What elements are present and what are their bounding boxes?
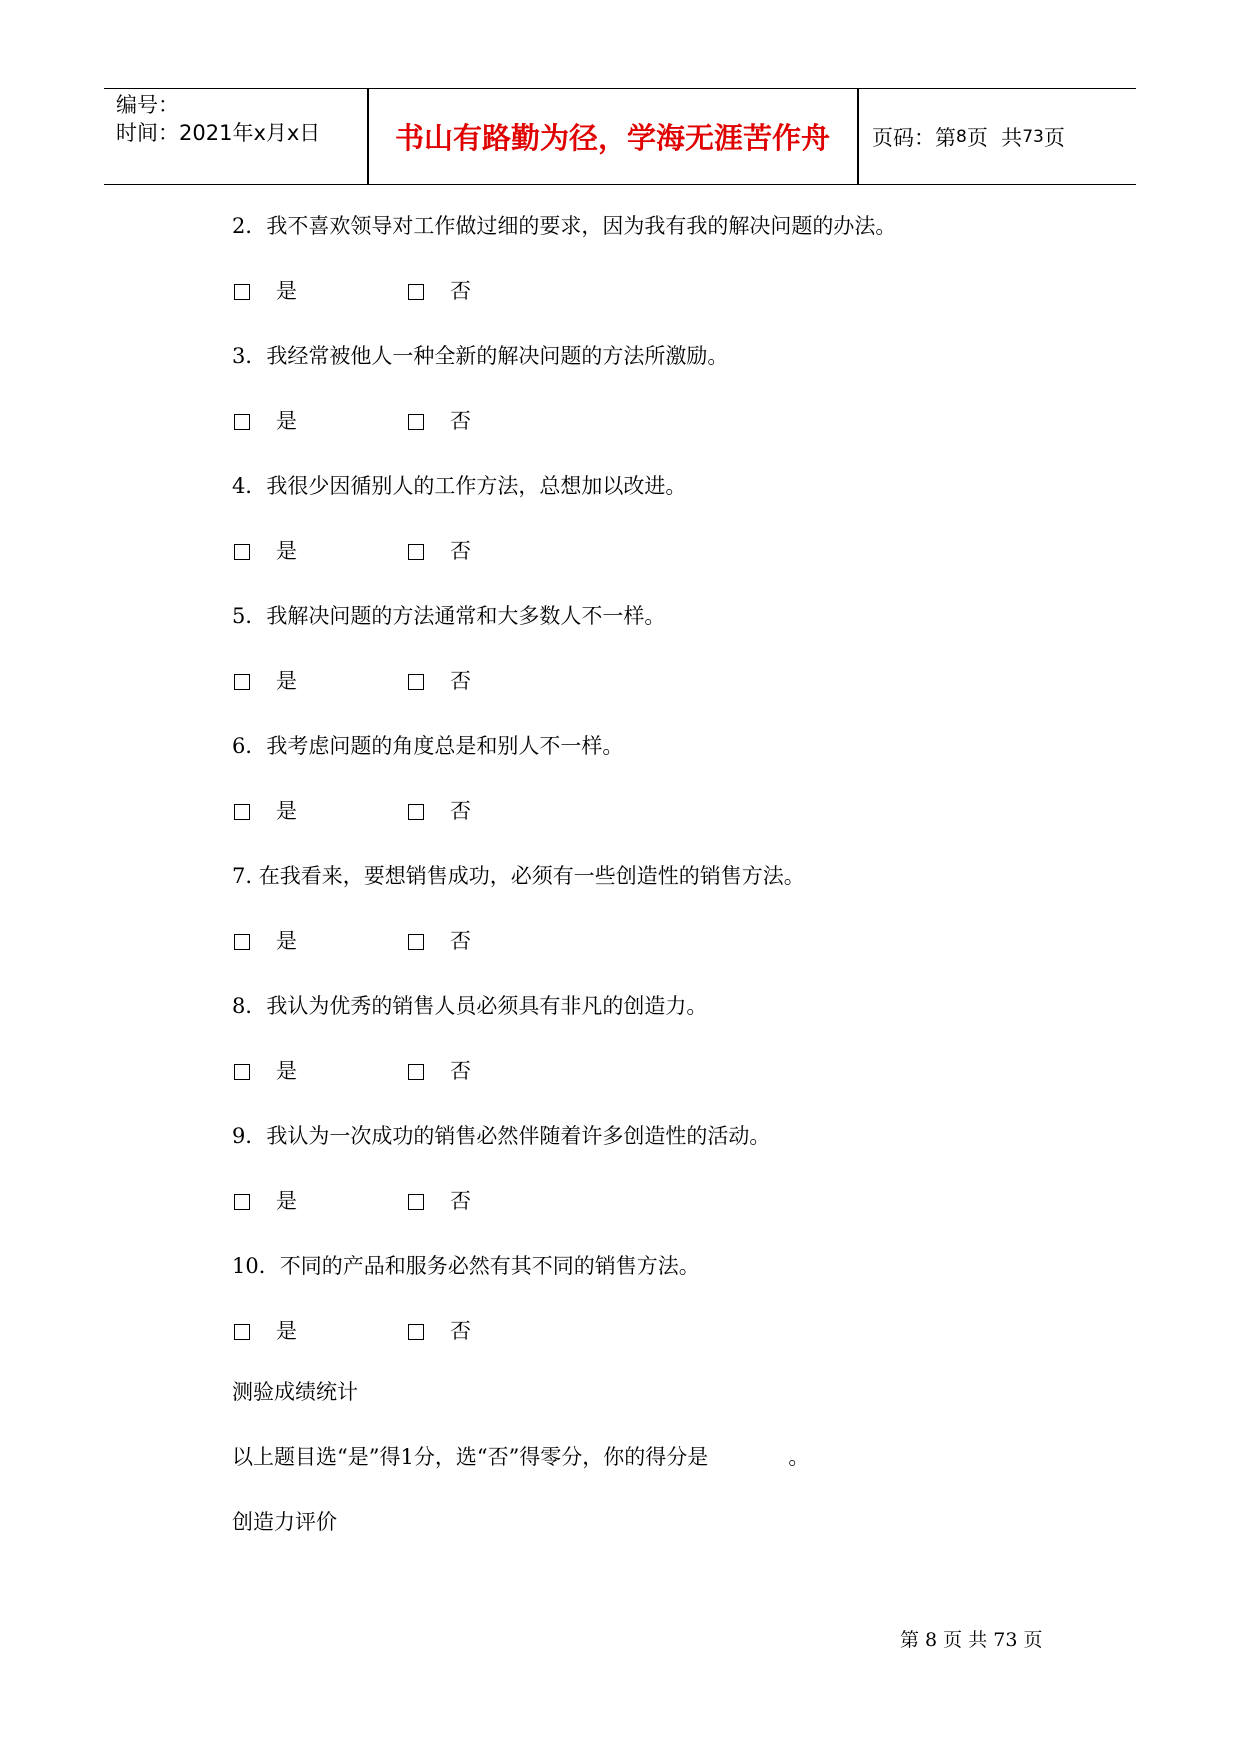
option-label-no: 否 (450, 669, 471, 693)
option-label-no: 否 (450, 929, 471, 953)
option-label-yes: 是 (276, 799, 297, 823)
checkbox-yes[interactable] (234, 1064, 250, 1080)
checkbox-no[interactable] (408, 1064, 424, 1080)
checkbox-yes[interactable] (234, 284, 250, 300)
header-meta (116, 91, 366, 147)
checkbox-yes[interactable] (234, 414, 250, 430)
header-page-number (872, 89, 1065, 184)
checkbox-no[interactable] (408, 1324, 424, 1340)
evaluation-title: 创造力评价 (232, 1510, 337, 1534)
page-label-suffix: 页 (1043, 125, 1065, 150)
checkbox-yes[interactable] (234, 674, 250, 690)
page-label-prefix: 页码：第 (872, 125, 956, 150)
option-label-yes: 是 (276, 1059, 297, 1083)
question-text: 7. 在我看来，要想销售成功，必须有一些创造性的销售方法。 (232, 864, 805, 888)
option-label-no: 否 (450, 409, 471, 433)
header-divider (857, 89, 859, 184)
option-label-no: 否 (450, 1059, 471, 1083)
scoring-rule: 以上题目选“是”得1分，选“否”得零分，你的得分是 。 (232, 1445, 810, 1469)
checkbox-no[interactable] (408, 674, 424, 690)
checkbox-no[interactable] (408, 284, 424, 300)
page-total: 73 (1022, 126, 1044, 147)
option-label-yes: 是 (276, 669, 297, 693)
option-label-yes: 是 (276, 409, 297, 433)
option-label-yes: 是 (276, 539, 297, 563)
option-label-no: 否 (450, 539, 471, 563)
question-text: 2．我不喜欢领导对工作做过细的要求，因为我有我的解决问题的办法。 (232, 214, 897, 238)
question-text: 4．我很少因循别人的工作方法，总想加以改进。 (232, 474, 687, 498)
number-label: 编号： (116, 93, 179, 117)
question-text: 9．我认为一次成功的销售必然伴随着许多创造性的活动。 (232, 1124, 771, 1148)
page-footer: 第 8 页 共 73 页 (900, 1629, 1043, 1651)
option-label-yes: 是 (276, 279, 297, 303)
checkbox-yes[interactable] (234, 1324, 250, 1340)
page-label-mid: 页 共 (966, 125, 1023, 150)
option-label-no: 否 (450, 1319, 471, 1343)
checkbox-no[interactable] (408, 1194, 424, 1210)
checkbox-yes[interactable] (234, 544, 250, 560)
question-text: 8．我认为优秀的销售人员必须具有非凡的创造力。 (232, 994, 708, 1018)
option-label-yes: 是 (276, 1189, 297, 1213)
summary-title: 测验成绩统计 (232, 1380, 358, 1404)
option-label-no: 否 (450, 279, 471, 303)
option-label-no: 否 (450, 799, 471, 823)
option-label-no: 否 (450, 1189, 471, 1213)
checkbox-yes[interactable] (234, 804, 250, 820)
checkbox-yes[interactable] (234, 1194, 250, 1210)
header-motto: 书山有路勤为径，学海无涯苦作舟 (394, 121, 830, 155)
question-text: 10．不同的产品和服务必然有其不同的销售方法。 (232, 1254, 700, 1278)
question-text: 3．我经常被他人一种全新的解决问题的方法所激励。 (232, 344, 729, 368)
question-text: 5．我解决问题的方法通常和大多数人不一样。 (232, 604, 666, 628)
checkbox-no[interactable] (408, 414, 424, 430)
checkbox-no[interactable] (408, 804, 424, 820)
date-label: 时间：2021年x月x日 (116, 121, 321, 145)
option-label-yes: 是 (276, 1319, 297, 1343)
page-header (104, 88, 1136, 185)
question-text: 6．我考虑问题的角度总是和别人不一样。 (232, 734, 624, 758)
page-current: 8 (956, 126, 967, 147)
option-label-yes: 是 (276, 929, 297, 953)
checkbox-no[interactable] (408, 544, 424, 560)
checkbox-no[interactable] (408, 934, 424, 950)
checkbox-yes[interactable] (234, 934, 250, 950)
